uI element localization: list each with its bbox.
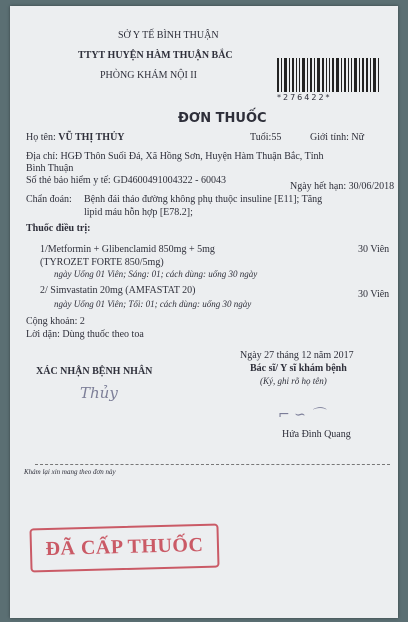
- footer-divider: [35, 464, 390, 465]
- med-1-usage: ngày Uống 01 Viên; Sáng: 01; cách dùng: uống 30 ngày: [54, 269, 258, 279]
- insurance-label: Số thẻ bảo hiểm y tế:: [26, 175, 111, 186]
- doctor-signature: ⌐ ∽ ⌒: [278, 407, 325, 423]
- med-1-brand: (TYROZET FORTE 850/5mg): [40, 257, 164, 268]
- center-name: TTYT HUYỆN HÀM THUẬN BẮC: [78, 50, 233, 61]
- advice: Lời dặn: Dùng thuốc theo toa: [26, 329, 144, 340]
- patient-signature: [80, 384, 118, 402]
- barcode-number: *276422*: [277, 93, 332, 102]
- patient-gender: Nữ: [351, 132, 365, 143]
- issued-stamp: [29, 524, 219, 573]
- doctor-name: Hứa Đình Quang: [282, 429, 351, 440]
- document-title: ĐƠN THUỐC: [178, 111, 267, 126]
- insurance-number: GD4600491004322 - 60043: [113, 175, 226, 186]
- diagnosis-line1: Bệnh đái tháo đường không phụ thuộc insuline [E11]; Tăng: [84, 194, 323, 205]
- patient-name: VŨ THỊ THỦY: [58, 132, 125, 143]
- prescription-paper: [10, 6, 398, 618]
- med-2-name: 2/ Simvastatin 20mg (AMFASTAT 20): [40, 285, 196, 296]
- prescription-date: Ngày 27 tháng 12 năm 2017: [240, 350, 354, 361]
- med-1-name: 1/Metformin + Glibenclamid 850mg + 5mg: [40, 244, 215, 255]
- doctor-sign-note: (Ký, ghi rõ họ tên): [260, 376, 327, 386]
- footer-note: Khám lại xin mang theo đơn này: [24, 468, 116, 476]
- name-label: Họ tên:: [26, 132, 56, 143]
- med-2-qty: 30 Viên: [358, 289, 390, 300]
- stamp-text: ĐÃ CẤP THUỐC: [45, 533, 204, 561]
- age-label: Tuổi:: [250, 132, 272, 143]
- patient-age: 55: [271, 132, 282, 143]
- cong-khoan: Cộng khoản: 2: [26, 316, 85, 327]
- clinic-name: PHÒNG KHÁM NỘI II: [100, 70, 197, 81]
- address-label: Địa chỉ:: [26, 151, 58, 162]
- age-row: [250, 132, 281, 143]
- gender-label: Giới tính:: [310, 132, 349, 143]
- gender-row: [310, 132, 364, 143]
- department-name: SỞ Y TẾ BÌNH THUẬN: [118, 30, 219, 41]
- med-2-usage: ngày Uống 01 Viên; Tối: 01; cách dùng: uống 30 ngày: [54, 299, 252, 309]
- barcode: [277, 58, 381, 102]
- patient-signature-text: Thủy: [80, 384, 118, 402]
- treatment-label: Thuốc điều trị:: [26, 223, 91, 234]
- name-row: [26, 132, 125, 143]
- expiry-row: [290, 181, 394, 192]
- diagnosis-line2: lipid máu hỗn hợp [E78.2];: [84, 207, 193, 218]
- patient-address: HGĐ Thôn Suối Đá, Xã Hồng Sơn, Huyện Hàm Thuận Bắc, Tỉnh: [60, 151, 324, 162]
- med-1-qty: 30 Viên: [358, 244, 390, 255]
- diagnosis-label: Chẩn đoán:: [26, 194, 72, 205]
- patient-address-cont: Bình Thuận: [26, 163, 74, 174]
- patient-confirm: XÁC NHẬN BỆNH NHÂN: [36, 366, 153, 377]
- doctor-title: Bác sĩ/ Y sĩ khám bệnh: [250, 363, 347, 374]
- insurance-row: [26, 175, 226, 186]
- address-row: [26, 151, 323, 162]
- expiry-label: Ngày hết hạn:: [290, 181, 347, 192]
- barcode-bars: [277, 58, 381, 92]
- expiry-date: 30/06/2018: [348, 181, 395, 192]
